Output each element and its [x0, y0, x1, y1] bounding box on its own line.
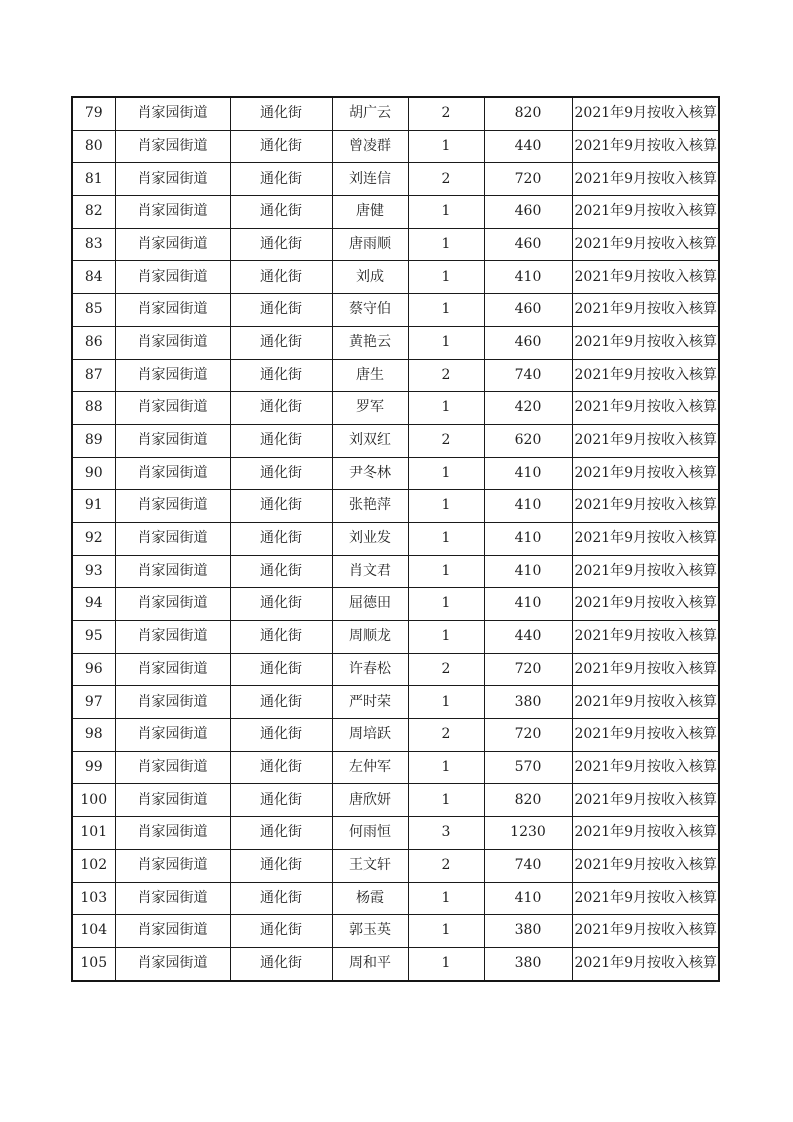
cell-street: 肖家园街道: [115, 326, 230, 359]
cell-index: 96: [72, 653, 115, 686]
cell-substreet: 通化街: [230, 947, 332, 980]
cell-substreet: 通化街: [230, 228, 332, 261]
cell-substreet: 通化街: [230, 294, 332, 327]
cell-count: 2: [408, 424, 484, 457]
cell-remark: 2021年9月按收入核算: [572, 261, 719, 294]
cell-count: 1: [408, 261, 484, 294]
cell-name: 周顺龙: [332, 621, 408, 654]
cell-remark: 2021年9月按收入核算: [572, 457, 719, 490]
cell-street: 肖家园街道: [115, 588, 230, 621]
cell-amount: 410: [484, 457, 572, 490]
table-row: [72, 457, 719, 490]
cell-index: 97: [72, 686, 115, 719]
cell-amount: 410: [484, 490, 572, 523]
cell-substreet: 通化街: [230, 326, 332, 359]
cell-remark: 2021年9月按收入核算: [572, 621, 719, 654]
cell-substreet: 通化街: [230, 392, 332, 425]
cell-name: 左仲军: [332, 751, 408, 784]
cell-remark: 2021年9月按收入核算: [572, 588, 719, 621]
cell-remark: 2021年9月按收入核算: [572, 196, 719, 229]
cell-index: 94: [72, 588, 115, 621]
cell-street: 肖家园街道: [115, 522, 230, 555]
table-row: [72, 130, 719, 163]
cell-substreet: 通化街: [230, 424, 332, 457]
cell-street: 肖家园街道: [115, 359, 230, 392]
cell-name: 胡广云: [332, 97, 408, 130]
cell-amount: 820: [484, 97, 572, 130]
cell-substreet: 通化街: [230, 621, 332, 654]
cell-index: 104: [72, 915, 115, 948]
cell-index: 102: [72, 849, 115, 882]
cell-remark: 2021年9月按收入核算: [572, 490, 719, 523]
cell-count: 2: [408, 97, 484, 130]
cell-amount: 460: [484, 196, 572, 229]
cell-amount: 460: [484, 326, 572, 359]
cell-substreet: 通化街: [230, 163, 332, 196]
cell-count: 1: [408, 588, 484, 621]
cell-count: 2: [408, 359, 484, 392]
cell-name: 刘连信: [332, 163, 408, 196]
cell-substreet: 通化街: [230, 686, 332, 719]
cell-street: 肖家园街道: [115, 719, 230, 752]
cell-remark: 2021年9月按收入核算: [572, 882, 719, 915]
cell-street: 肖家园街道: [115, 457, 230, 490]
table-row: [72, 849, 719, 882]
cell-street: 肖家园街道: [115, 490, 230, 523]
cell-remark: 2021年9月按收入核算: [572, 97, 719, 130]
cell-index: 91: [72, 490, 115, 523]
cell-index: 79: [72, 97, 115, 130]
cell-street: 肖家园街道: [115, 817, 230, 850]
cell-remark: 2021年9月按收入核算: [572, 294, 719, 327]
table-row: [72, 294, 719, 327]
cell-street: 肖家园街道: [115, 653, 230, 686]
cell-amount: 380: [484, 915, 572, 948]
cell-count: 1: [408, 555, 484, 588]
cell-amount: 720: [484, 163, 572, 196]
table-row: [72, 326, 719, 359]
table-row: [72, 882, 719, 915]
cell-substreet: 通化街: [230, 653, 332, 686]
cell-amount: 1230: [484, 817, 572, 850]
cell-substreet: 通化街: [230, 196, 332, 229]
cell-count: 1: [408, 947, 484, 980]
table-row: [72, 588, 719, 621]
cell-count: 2: [408, 653, 484, 686]
cell-index: 84: [72, 261, 115, 294]
cell-substreet: 通化街: [230, 719, 332, 752]
cell-index: 85: [72, 294, 115, 327]
cell-amount: 740: [484, 849, 572, 882]
cell-amount: 410: [484, 882, 572, 915]
cell-substreet: 通化街: [230, 817, 332, 850]
cell-substreet: 通化街: [230, 490, 332, 523]
cell-remark: 2021年9月按收入核算: [572, 228, 719, 261]
table-row: [72, 555, 719, 588]
cell-street: 肖家园街道: [115, 228, 230, 261]
cell-amount: 620: [484, 424, 572, 457]
cell-amount: 420: [484, 392, 572, 425]
cell-amount: 460: [484, 294, 572, 327]
cell-amount: 380: [484, 947, 572, 980]
cell-name: 王文轩: [332, 849, 408, 882]
cell-name: 刘双红: [332, 424, 408, 457]
cell-street: 肖家园街道: [115, 392, 230, 425]
cell-street: 肖家园街道: [115, 784, 230, 817]
table-row: [72, 490, 719, 523]
cell-index: 101: [72, 817, 115, 850]
cell-remark: 2021年9月按收入核算: [572, 359, 719, 392]
cell-name: 何雨恒: [332, 817, 408, 850]
cell-index: 90: [72, 457, 115, 490]
cell-street: 肖家园街道: [115, 621, 230, 654]
table-row: [72, 817, 719, 850]
cell-count: 2: [408, 163, 484, 196]
cell-remark: 2021年9月按收入核算: [572, 653, 719, 686]
cell-count: 1: [408, 490, 484, 523]
cell-name: 严时荣: [332, 686, 408, 719]
cell-name: 许春松: [332, 653, 408, 686]
table-body: [72, 97, 719, 981]
cell-substreet: 通化街: [230, 457, 332, 490]
cell-substreet: 通化街: [230, 359, 332, 392]
cell-index: 93: [72, 555, 115, 588]
cell-count: 1: [408, 130, 484, 163]
cell-remark: 2021年9月按收入核算: [572, 130, 719, 163]
cell-index: 100: [72, 784, 115, 817]
cell-index: 83: [72, 228, 115, 261]
cell-street: 肖家园街道: [115, 882, 230, 915]
cell-count: 1: [408, 196, 484, 229]
cell-index: 87: [72, 359, 115, 392]
cell-amount: 740: [484, 359, 572, 392]
cell-remark: 2021年9月按收入核算: [572, 555, 719, 588]
cell-count: 2: [408, 849, 484, 882]
cell-remark: 2021年9月按收入核算: [572, 719, 719, 752]
cell-name: 唐健: [332, 196, 408, 229]
table-row: [72, 359, 719, 392]
table-row: [72, 653, 719, 686]
cell-street: 肖家园街道: [115, 97, 230, 130]
cell-count: 3: [408, 817, 484, 850]
cell-remark: 2021年9月按收入核算: [572, 326, 719, 359]
cell-substreet: 通化街: [230, 130, 332, 163]
cell-street: 肖家园街道: [115, 424, 230, 457]
table-row: [72, 686, 719, 719]
cell-count: 1: [408, 751, 484, 784]
cell-name: 蔡守伯: [332, 294, 408, 327]
cell-index: 99: [72, 751, 115, 784]
table-row: [72, 392, 719, 425]
cell-street: 肖家园街道: [115, 686, 230, 719]
table-row: [72, 751, 719, 784]
cell-amount: 410: [484, 555, 572, 588]
cell-count: 1: [408, 686, 484, 719]
cell-remark: 2021年9月按收入核算: [572, 424, 719, 457]
cell-substreet: 通化街: [230, 751, 332, 784]
cell-index: 105: [72, 947, 115, 980]
cell-index: 98: [72, 719, 115, 752]
cell-name: 唐欣妍: [332, 784, 408, 817]
cell-name: 周培跃: [332, 719, 408, 752]
cell-amount: 440: [484, 621, 572, 654]
cell-amount: 570: [484, 751, 572, 784]
cell-remark: 2021年9月按收入核算: [572, 163, 719, 196]
cell-name: 郭玉英: [332, 915, 408, 948]
cell-remark: 2021年9月按收入核算: [572, 784, 719, 817]
table-row: [72, 522, 719, 555]
cell-street: 肖家园街道: [115, 196, 230, 229]
cell-street: 肖家园街道: [115, 163, 230, 196]
cell-amount: 440: [484, 130, 572, 163]
table-row: [72, 424, 719, 457]
cell-name: 曾凌群: [332, 130, 408, 163]
cell-remark: 2021年9月按收入核算: [572, 751, 719, 784]
cell-count: 1: [408, 457, 484, 490]
cell-remark: 2021年9月按收入核算: [572, 817, 719, 850]
table-row: [72, 163, 719, 196]
cell-index: 92: [72, 522, 115, 555]
cell-remark: 2021年9月按收入核算: [572, 686, 719, 719]
cell-count: 1: [408, 228, 484, 261]
cell-name: 周和平: [332, 947, 408, 980]
cell-name: 黄艳云: [332, 326, 408, 359]
cell-amount: 720: [484, 719, 572, 752]
cell-name: 刘成: [332, 261, 408, 294]
cell-index: 82: [72, 196, 115, 229]
cell-index: 86: [72, 326, 115, 359]
cell-street: 肖家园街道: [115, 130, 230, 163]
table-row: [72, 97, 719, 130]
cell-street: 肖家园街道: [115, 555, 230, 588]
cell-name: 刘业发: [332, 522, 408, 555]
cell-name: 杨霞: [332, 882, 408, 915]
cell-count: 1: [408, 522, 484, 555]
cell-index: 88: [72, 392, 115, 425]
table-row: [72, 784, 719, 817]
cell-name: 罗军: [332, 392, 408, 425]
cell-amount: 820: [484, 784, 572, 817]
cell-count: 1: [408, 294, 484, 327]
cell-amount: 460: [484, 228, 572, 261]
table-row: [72, 947, 719, 980]
table-row: [72, 719, 719, 752]
table-row: [72, 915, 719, 948]
cell-remark: 2021年9月按收入核算: [572, 947, 719, 980]
cell-substreet: 通化街: [230, 849, 332, 882]
cell-substreet: 通化街: [230, 555, 332, 588]
cell-remark: 2021年9月按收入核算: [572, 849, 719, 882]
cell-substreet: 通化街: [230, 522, 332, 555]
cell-count: 1: [408, 784, 484, 817]
cell-count: 1: [408, 621, 484, 654]
cell-remark: 2021年9月按收入核算: [572, 915, 719, 948]
cell-index: 103: [72, 882, 115, 915]
cell-index: 81: [72, 163, 115, 196]
cell-street: 肖家园街道: [115, 915, 230, 948]
table-row: [72, 261, 719, 294]
income-verification-table: [71, 96, 720, 982]
cell-amount: 410: [484, 588, 572, 621]
cell-name: 尹冬林: [332, 457, 408, 490]
table-row: [72, 196, 719, 229]
cell-street: 肖家园街道: [115, 947, 230, 980]
cell-street: 肖家园街道: [115, 849, 230, 882]
cell-amount: 380: [484, 686, 572, 719]
cell-amount: 410: [484, 261, 572, 294]
cell-name: 张艳萍: [332, 490, 408, 523]
cell-count: 1: [408, 326, 484, 359]
cell-street: 肖家园街道: [115, 751, 230, 784]
cell-amount: 720: [484, 653, 572, 686]
cell-name: 屈德田: [332, 588, 408, 621]
cell-substreet: 通化街: [230, 261, 332, 294]
cell-name: 唐生: [332, 359, 408, 392]
cell-street: 肖家园街道: [115, 294, 230, 327]
table-row: [72, 228, 719, 261]
cell-count: 1: [408, 882, 484, 915]
cell-index: 95: [72, 621, 115, 654]
cell-remark: 2021年9月按收入核算: [572, 392, 719, 425]
cell-index: 89: [72, 424, 115, 457]
cell-name: 肖文君: [332, 555, 408, 588]
cell-substreet: 通化街: [230, 915, 332, 948]
cell-remark: 2021年9月按收入核算: [572, 522, 719, 555]
cell-street: 肖家园街道: [115, 261, 230, 294]
cell-count: 2: [408, 719, 484, 752]
cell-name: 唐雨顺: [332, 228, 408, 261]
cell-substreet: 通化街: [230, 784, 332, 817]
cell-amount: 410: [484, 522, 572, 555]
cell-count: 1: [408, 392, 484, 425]
table-row: [72, 621, 719, 654]
cell-substreet: 通化街: [230, 882, 332, 915]
cell-count: 1: [408, 915, 484, 948]
cell-substreet: 通化街: [230, 97, 332, 130]
cell-substreet: 通化街: [230, 588, 332, 621]
cell-index: 80: [72, 130, 115, 163]
